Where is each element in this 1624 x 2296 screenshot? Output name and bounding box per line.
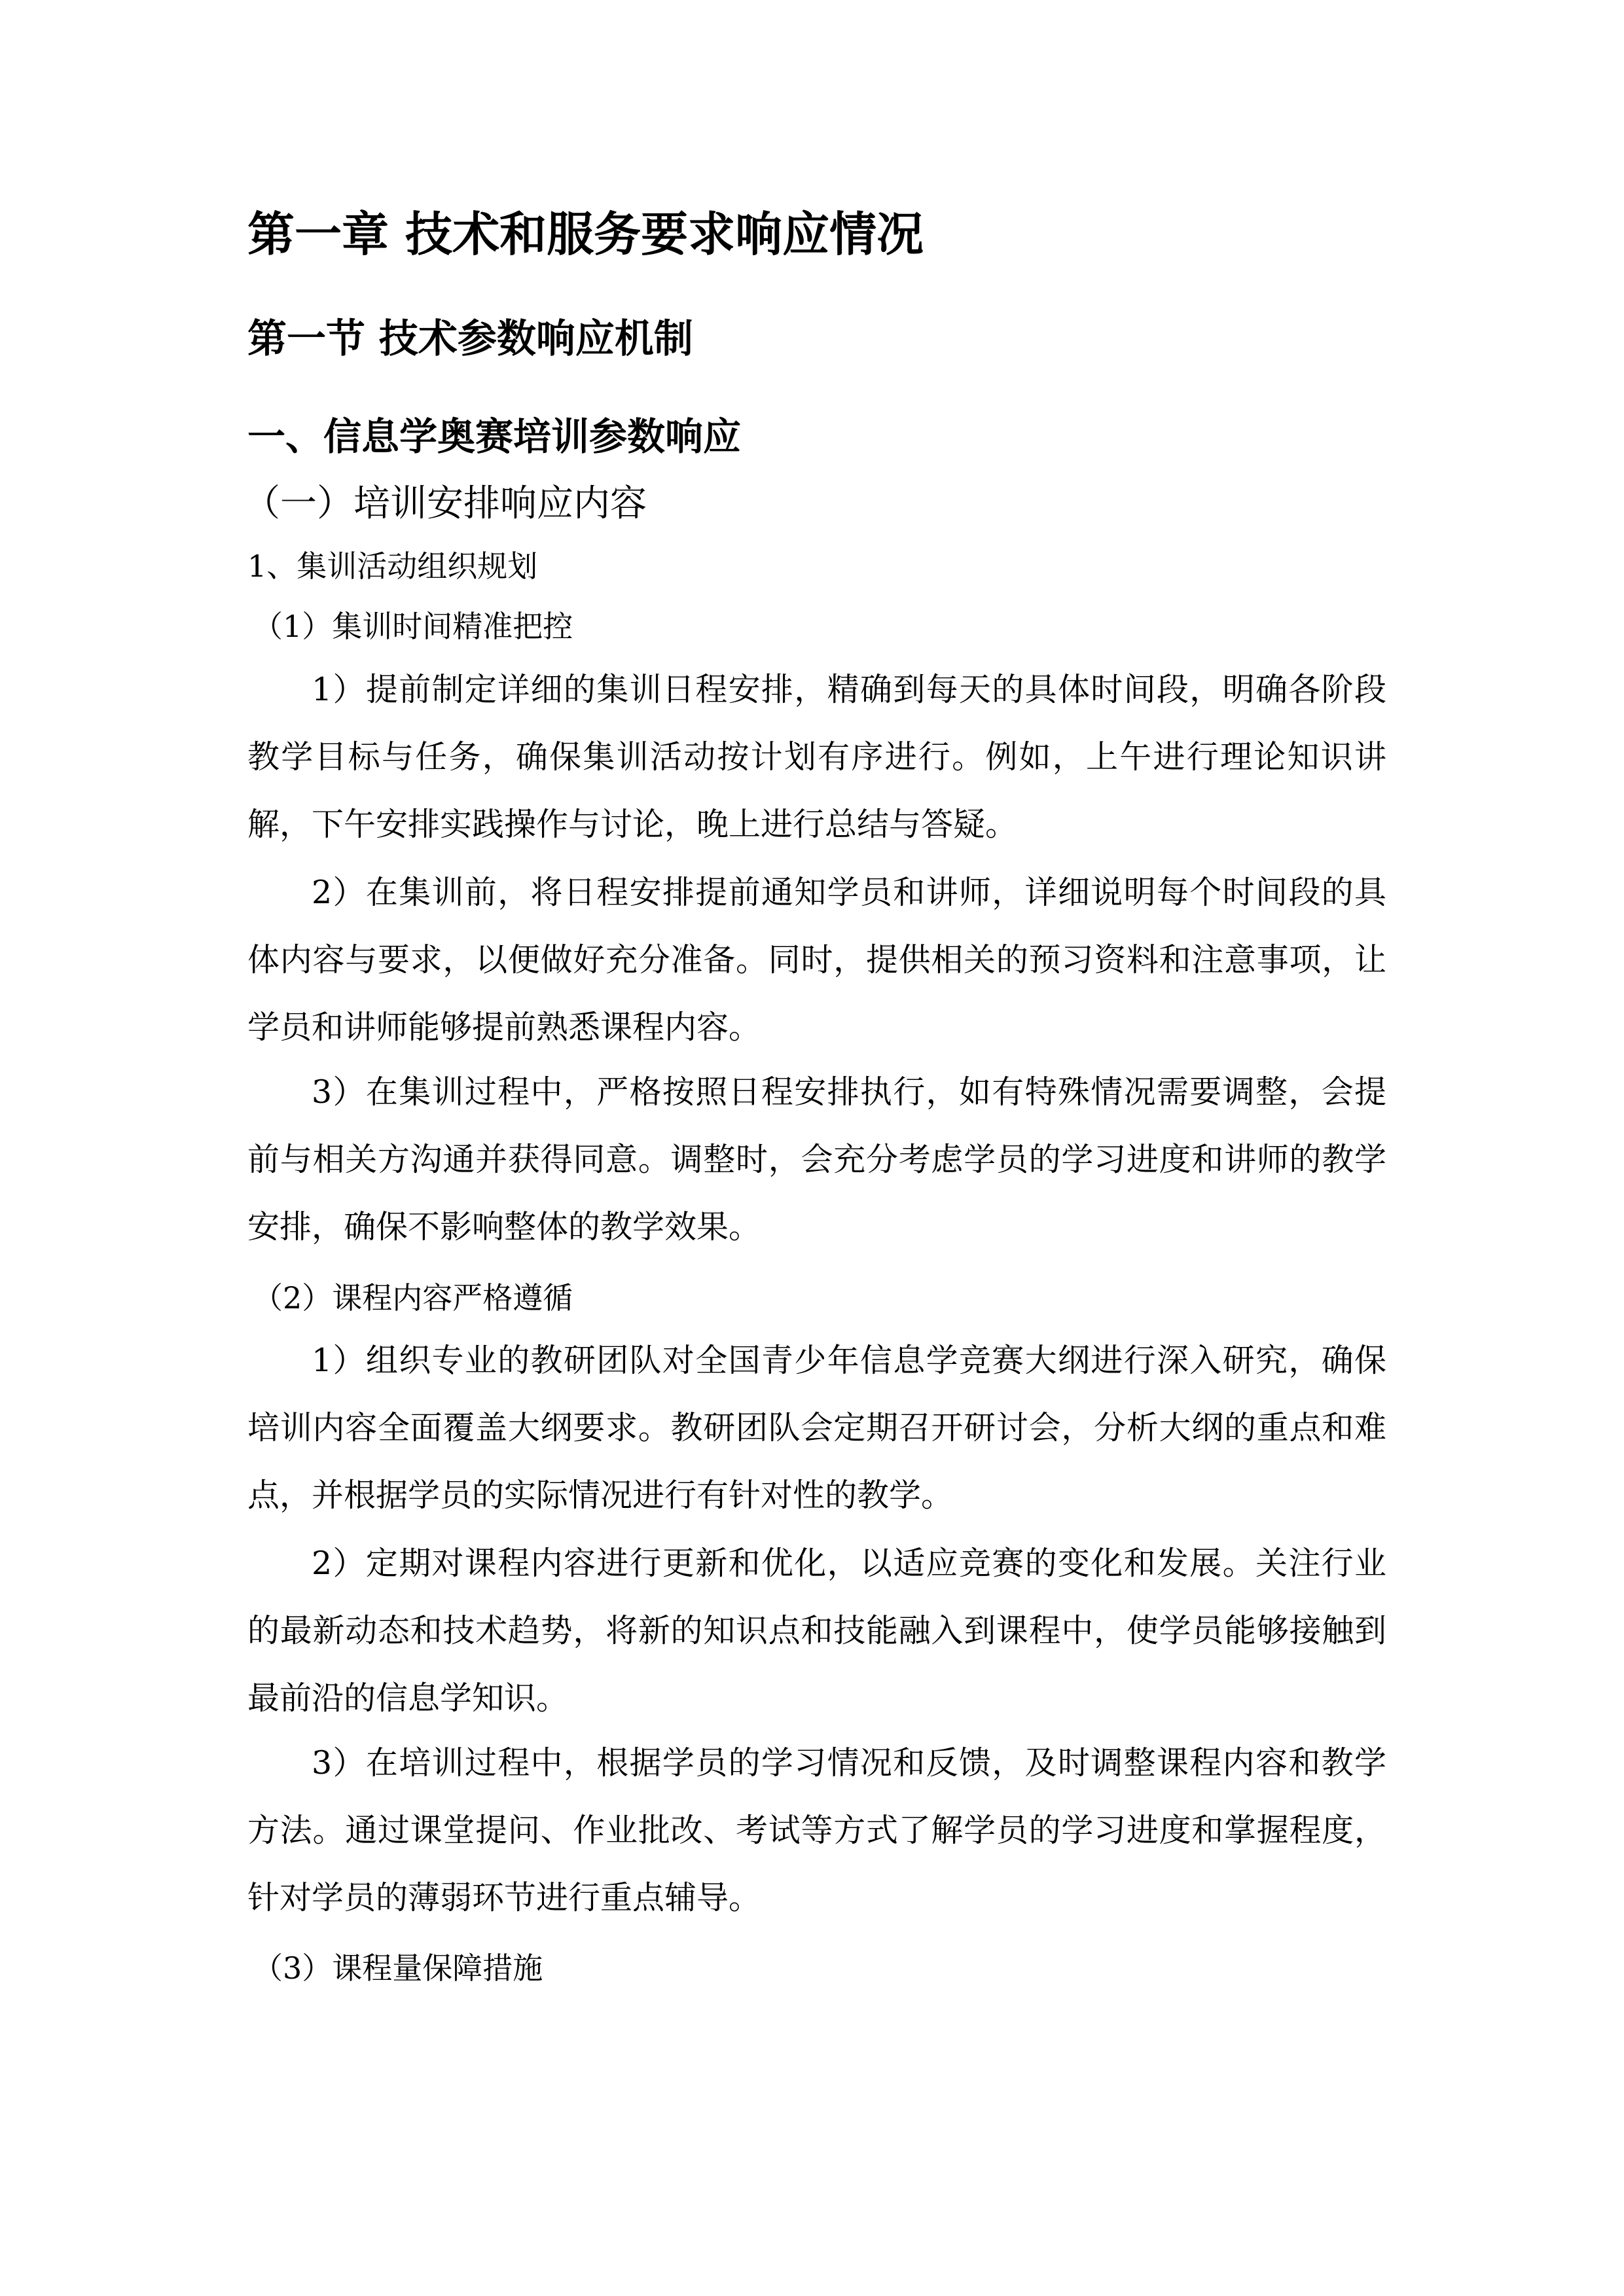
paragraph-1-3: 3）在集训过程中，严格按照日程安排执行，如有特殊情况需要调整，会提前与相关方沟通并获得同意。调整时，会充分考虑学员的学习进度和讲师的教学安排，确保不影响整体的教学效果。 [247,1073,1386,1246]
paragraph-1-2: 2）在集训前，将日程安排提前通知学员和讲师，详细说明每个时间段的具体内容与要求，以便做好充分准备。同时，提供相关的预习资料和注意事项，让学员和讲师能够提前熟悉课程内容。 [247,874,1386,1046]
section-title: 第一节 技术参数响应机制 [247,316,693,362]
subsection-title-1: （1）集训时间精准把控 [253,609,573,644]
paragraph-1-1: 1）提前制定详细的集训日程安排，精确到每天的具体时间段，明确各阶段教学目标与任务，确保集训活动按计划有序进行。例如，上午进行理论知识讲解，下午安排实践操作与讨论，晚上进行总结与答疑。 [247,671,1386,843]
heading-level-3: 1、集训活动组织规划 [247,548,538,584]
paragraph-2-3: 3）在培训过程中，根据学员的学习情况和反馈，及时调整课程内容和教学方法。通过课堂提问、作业批改、考试等方式了解学员的学习进度和掌握程度，针对学员的薄弱环节进行重点辅导。 [247,1744,1386,1916]
subsection-title-2: （2）课程内容严格遵循 [253,1280,573,1316]
chapter-title: 第一章 技术和服务要求响应情况 [247,207,924,262]
heading-level-2: （一）培训安排响应内容 [244,482,647,525]
paragraph-2-1: 1）组织专业的教研团队对全国青少年信息学竞赛大纲进行深入研究，确保培训内容全面覆盖大纲要求。教研团队会定期召开研讨会，分析大纲的重点和难点，并根据学员的实际情况进行有针对性的教学。 [247,1342,1386,1514]
heading-level-1: 一、信息学奥赛培训参数响应 [247,414,742,459]
paragraph-2-2: 2）定期对课程内容进行更新和优化，以适应竞赛的变化和发展。关注行业的最新动态和技术趋势，将新的知识点和技能融入到课程中，使学员能够接触到最前沿的信息学知识。 [247,1545,1386,1717]
subsection-title-3: （3）课程量保障措施 [253,1950,543,1986]
